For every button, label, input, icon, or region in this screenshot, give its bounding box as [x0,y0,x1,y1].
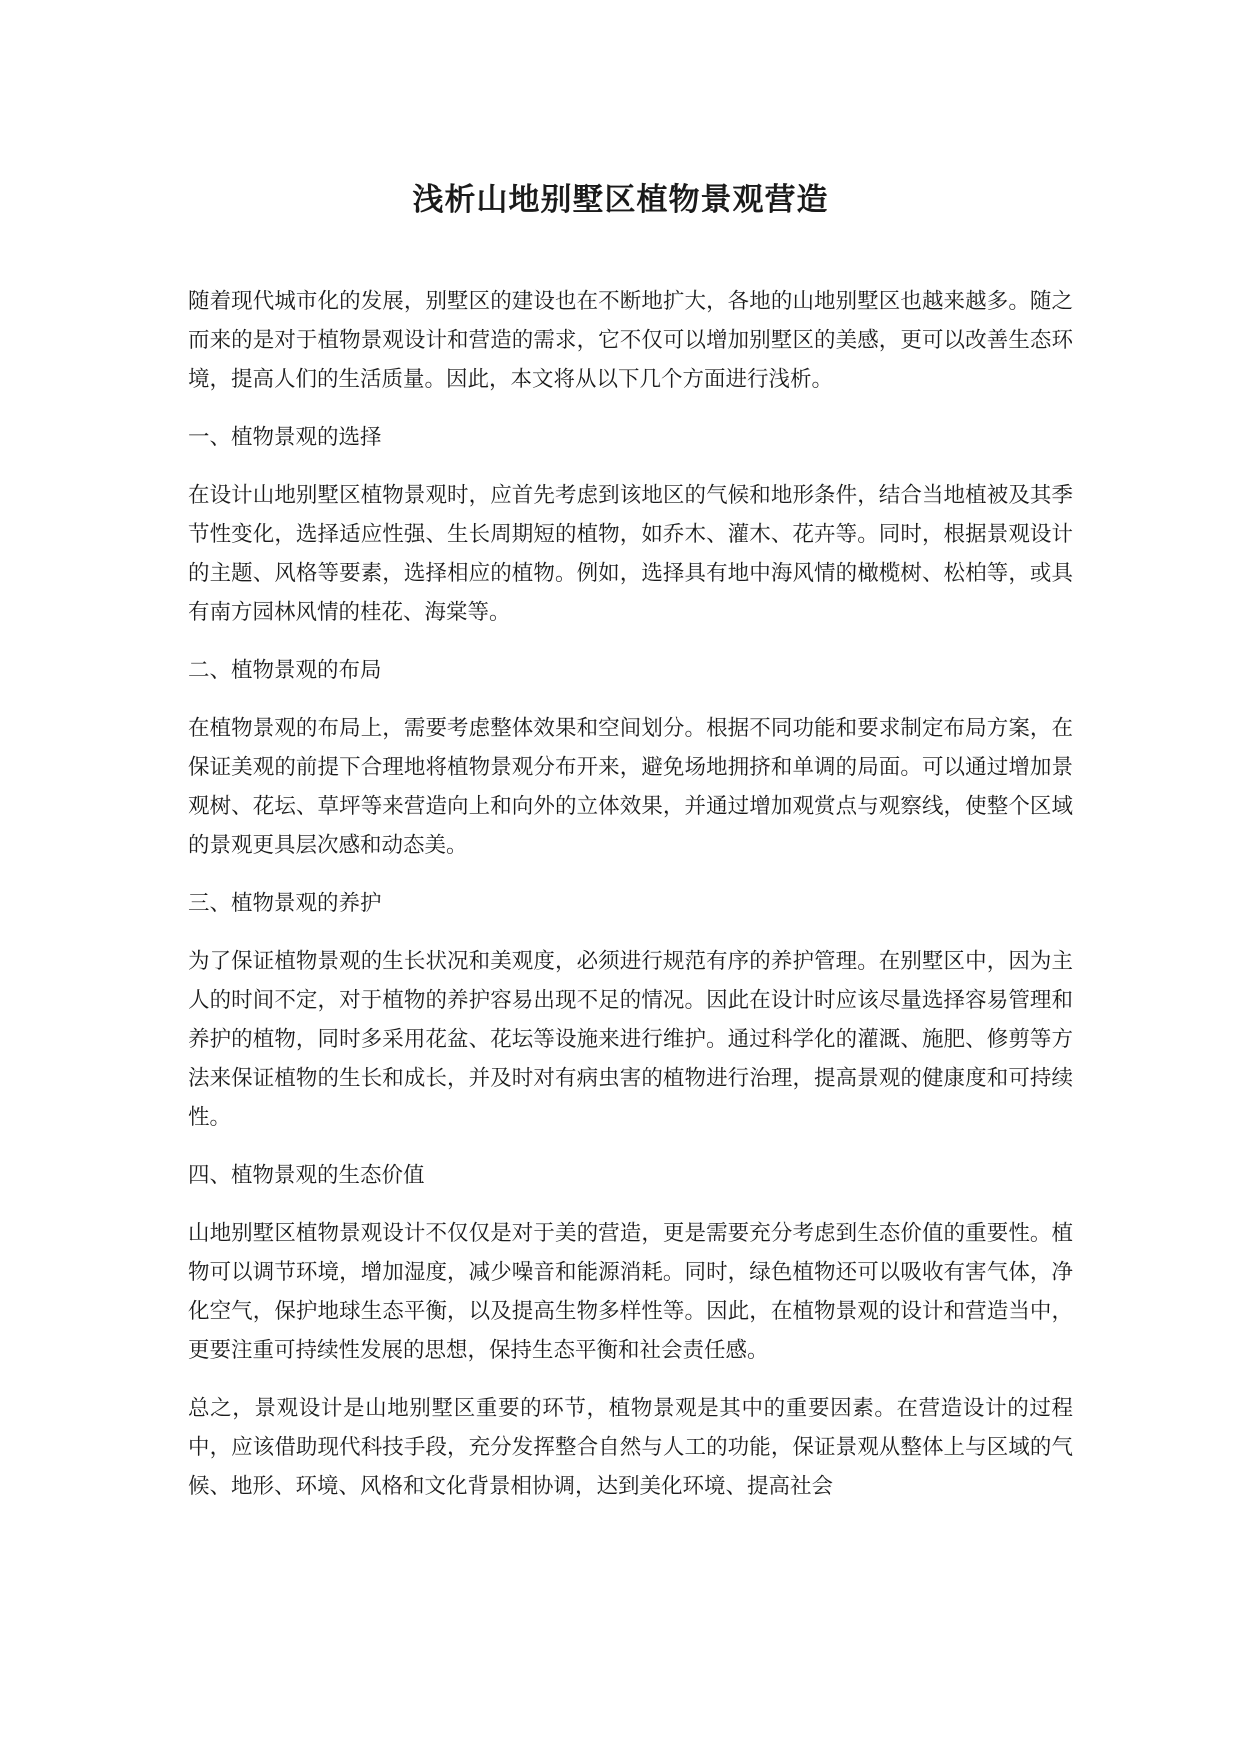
document-body [188,282,1073,1525]
section-heading-maintenance: 三、植物景观的养护 [188,891,382,916]
section-heading-ecology: 四、植物景观的生态价值 [188,1163,425,1188]
layout-paragraph: 在植物景观的布局上，需要考虑整体效果和空间划分。根据不同功能和要求制定布局方案，在保证美观的前提下合理地将植物景观分布开来，避免场地拥挤和单调的局面。可以通过增加景观树、花坛、草坪等来营造向上和向外的立体效果，并通过增加观赏点与观察线，使整个区域的景观更具层次感和动态美。 [188,716,1073,858]
maintenance-paragraph: 为了保证植物景观的生长状况和美观度，必须进行规范有序的养护管理。在别墅区中，因为主人的时间不定，对于植物的养护容易出现不足的情况。因此在设计时应该尽量选择容易管理和养护的植物，同时多采用花盆、花坛等设施来进行维护。通过科学化的灌溉、施肥、修剪等方法来保证植物的生长和成长，并及时对有病虫害的植物进行治理，提高景观的健康度和可持续性。 [188,949,1073,1130]
section-heading-selection: 一、植物景观的选择 [188,425,382,450]
document-title: 浅析山地别墅区植物景观营造 [412,182,829,218]
intro-paragraph: 随着现代城市化的发展，别墅区的建设也在不断地扩大，各地的山地别墅区也越来越多。随之而来的是对于植物景观设计和营造的需求，它不仅可以增加别墅区的美感，更可以改善生态环境，提高人们的生活质量。因此，本文将从以下几个方面进行浅析。 [188,289,1073,392]
conclusion-paragraph: 总之，景观设计是山地别墅区重要的环节，植物景观是其中的重要因素。在营造设计的过程中，应该借助现代科技手段，充分发挥整合自然与人工的功能，保证景观从整体上与区域的气候、地形、环境、风格和文化背景相协调，达到美化环境、提高社会 [188,1396,1073,1499]
ecology-paragraph: 山地别墅区植物景观设计不仅仅是对于美的营造，更是需要充分考虑到生态价值的重要性。植物可以调节环境，增加湿度，减少噪音和能源消耗。同时，绿色植物还可以吸收有害气体，净化空气，保护地球生态平衡，以及提高生物多样性等。因此，在植物景观的设计和营造当中，更要注重可持续性发展的思想，保持生态平衡和社会责任感。 [188,1221,1073,1363]
section-heading-layout: 二、植物景观的布局 [188,658,382,683]
selection-paragraph: 在设计山地别墅区植物景观时，应首先考虑到该地区的气候和地形条件，结合当地植被及其季节性变化，选择适应性强、生长周期短的植物，如乔木、灌木、花卉等。同时，根据景观设计的主题、风格等要素，选择相应的植物。例如，选择具有地中海风情的橄榄树、松柏等，或具有南方园林风情的桂花、海棠等。 [188,483,1073,625]
